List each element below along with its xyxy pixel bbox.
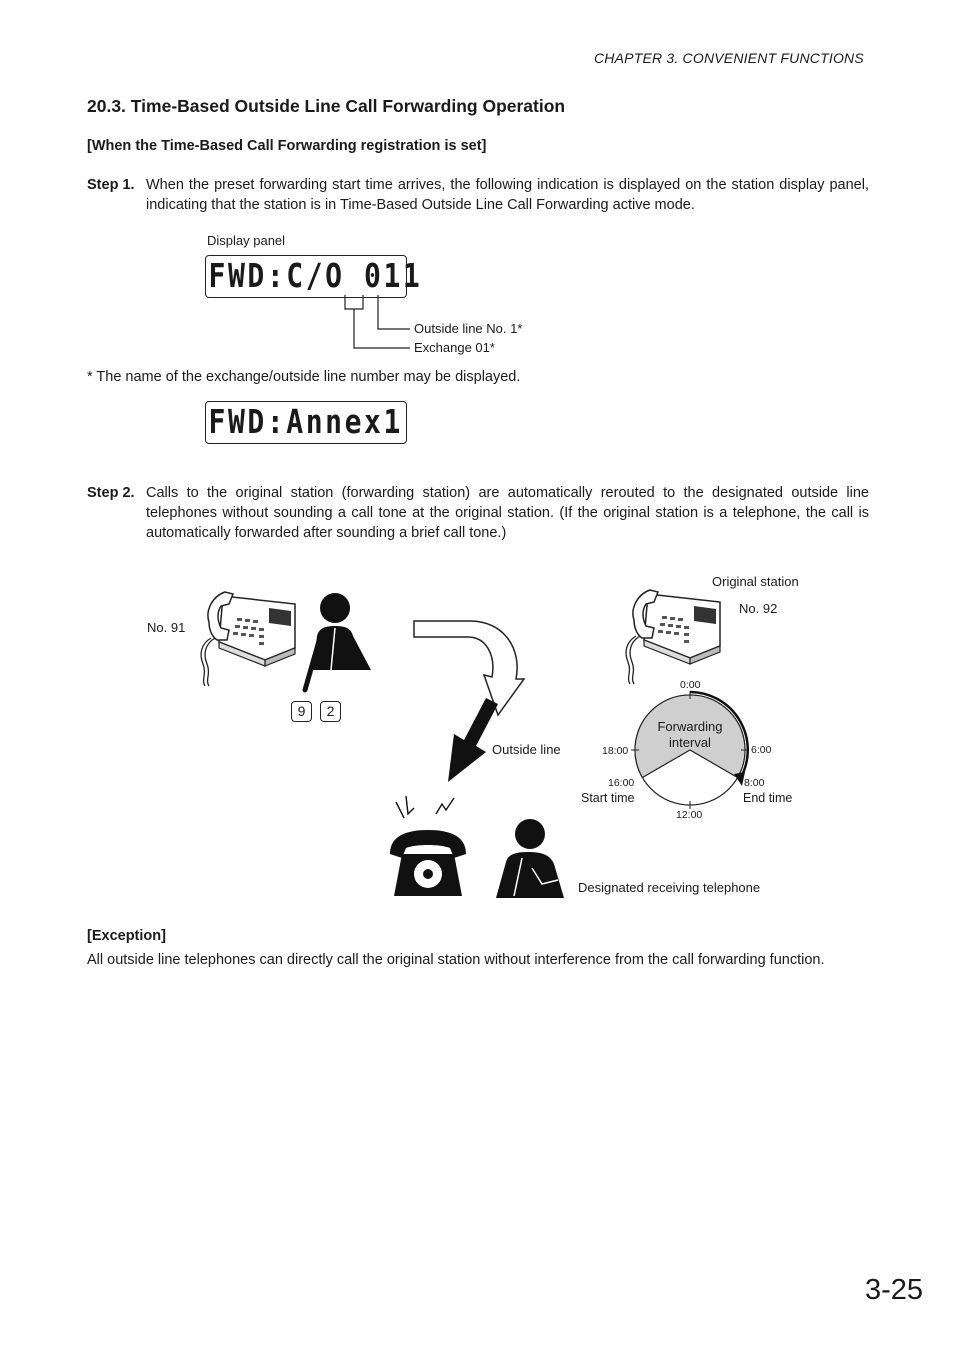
exception-text: All outside line telephones can directly call the original station without interference from the call forwarding function. <box>87 952 825 968</box>
dial-key-9: 9 <box>291 701 312 722</box>
display-footnote: * The name of the exchange/outside line number may be displayed. <box>87 369 521 385</box>
step-2-label: Step 2. <box>87 485 135 501</box>
page-number: 3-25 <box>865 1274 924 1306</box>
start-time-label: Start time <box>581 791 635 805</box>
receiving-telephone-icon <box>388 796 468 900</box>
forwarding-interval-line2: interval <box>669 735 711 750</box>
clock-label-0: 0:00 <box>680 679 701 691</box>
end-time-label: End time <box>743 791 793 805</box>
display-panel-caption: Display panel <box>207 233 286 248</box>
receiving-person-icon <box>492 818 567 900</box>
dial-key-2: 2 <box>320 701 341 722</box>
clock-label-12: 12:00 <box>676 809 703 821</box>
step-1-text: When the preset forwarding start time arrives, the following indication is displayed on the station display panel, indicating that the station is in Time-Based Outside Line Call Forwarding active mode. <box>146 177 869 213</box>
original-station-label: Original station <box>712 574 799 589</box>
clock-label-8: 8:00 <box>744 777 765 789</box>
outside-line-label: Outside line <box>492 742 561 757</box>
display-panel-1 <box>205 255 423 298</box>
step-2-text: Calls to the original station (forwarding station) are automatically rerouted to the designated outside line telephones without sounding a call tone at the original station. (If the original station is a telephone, the call is automatically forwarded after sounding a brief call tone.) <box>146 485 869 541</box>
forwarding-interval-line1: Forwarding <box>657 719 723 734</box>
step-1 <box>87 175 869 215</box>
chapter-header: CHAPTER 3. CONVENIENT FUNCTIONS <box>594 50 864 66</box>
caller-person-icon <box>295 590 375 698</box>
forwarding-interval-label <box>650 719 730 751</box>
display-panel-1-text: FWD:C/O 011 <box>208 256 423 295</box>
exception-heading: [Exception] <box>87 928 166 944</box>
clock-label-6: 6:00 <box>751 744 772 756</box>
original-station-phone-icon <box>620 586 730 688</box>
clock-label-18: 18:00 <box>602 745 629 757</box>
callout-exchange: Exchange 01* <box>414 340 495 355</box>
display-callout-lines <box>330 295 420 355</box>
subheading: [When the Time-Based Call Forwarding registration is set] <box>87 138 487 154</box>
step-2 <box>87 483 869 543</box>
callout-outside-line: Outside line No. 1* <box>414 321 523 336</box>
clock-label-16: 16:00 <box>608 777 635 789</box>
display-panel-2 <box>205 401 407 444</box>
caller-phone-icon <box>195 588 305 690</box>
step-1-label: Step 1. <box>87 177 135 193</box>
original-station-number: No. 92 <box>739 601 778 616</box>
section-title: 20.3. Time-Based Outside Line Call Forwarding Operation <box>87 96 566 116</box>
display-panel-2-text: FWD:Annex1 <box>208 402 403 441</box>
receiving-telephone-label: Designated receiving telephone <box>578 880 761 895</box>
caller-label: No. 91 <box>147 620 186 635</box>
